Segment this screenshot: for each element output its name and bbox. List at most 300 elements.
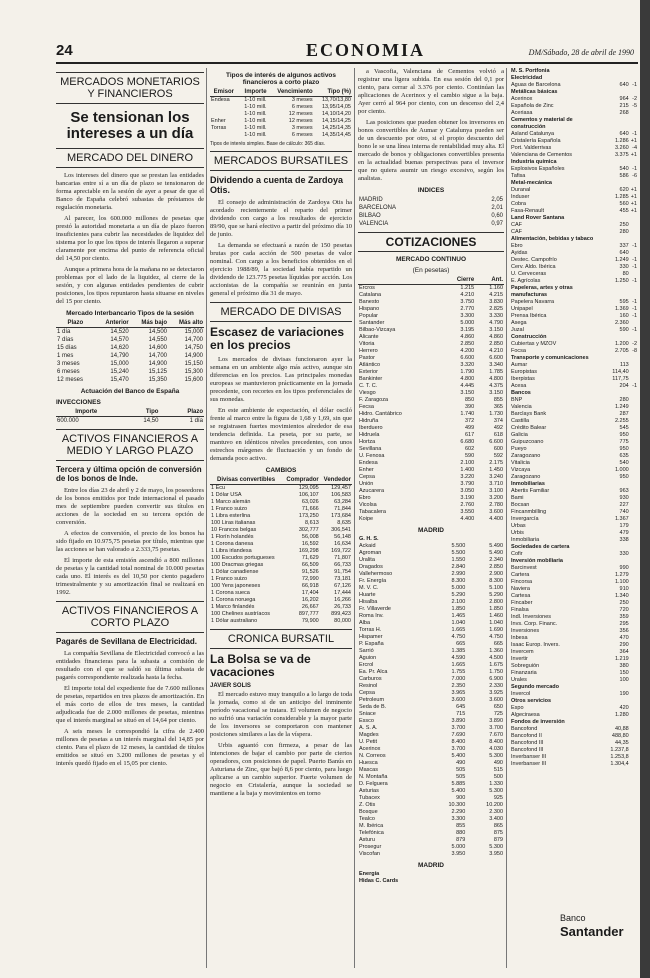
table-cell: Valencia xyxy=(511,404,532,410)
table-cell: 3.790 xyxy=(460,481,475,487)
table-cell: Pastor xyxy=(359,355,375,361)
table-row xyxy=(510,460,638,467)
table-row xyxy=(210,583,352,590)
table-cell: 897,777 xyxy=(298,611,319,617)
table-cell: 1 Libra esterlina xyxy=(211,513,251,519)
table-cell: 1 día xyxy=(57,329,71,335)
table-cell: 17,404 xyxy=(301,590,319,596)
table-row xyxy=(56,328,204,337)
table-cell: Popular xyxy=(359,313,378,319)
table-cell: 5.400 xyxy=(451,788,466,794)
table-cell: 14,10/14,20 xyxy=(321,111,351,117)
table-cell: Iberduero xyxy=(359,425,383,431)
table-cell: Viesgo xyxy=(359,390,376,396)
table-cell: Barclays Bank xyxy=(511,411,547,417)
table-cell xyxy=(630,397,638,404)
article-paragraph: a Vascofia, Valenciana de Cementos volvió a registrar una ligera subida. En esa sesión del 0,1 por ciento, para cerrar al 3.376 por ciento. Continúan las aplicaciones de Acerinox y el cambio sigue a la baja. Ayer cerró al 964 por ciento, con un descenso del 2,4 por ciento. xyxy=(358,68,504,115)
table-row xyxy=(510,271,638,278)
table-cell: 964 xyxy=(619,96,629,102)
table-cell: Sociedades de cartera xyxy=(511,544,570,550)
table-cell: U. Petit xyxy=(359,739,378,745)
table-cell: Asturu xyxy=(359,837,375,843)
table-row xyxy=(510,439,638,446)
table-cell: 15,000 xyxy=(110,361,129,367)
table-cell xyxy=(609,544,629,551)
continuo-title: MERCADO CONTINUO xyxy=(395,256,467,263)
table-row xyxy=(358,844,504,851)
table-cell: 1.040 xyxy=(451,620,466,626)
table-cell: 2.290 xyxy=(451,809,466,815)
table-cell: 1.665 xyxy=(451,627,466,633)
table-cell: 3.950 xyxy=(489,851,503,857)
table-cell xyxy=(630,432,638,439)
table-cell: Uralita xyxy=(359,557,375,563)
table-cell xyxy=(630,509,638,516)
section-title: ECONOMIA xyxy=(306,40,425,60)
table-cell: Metal-mecánica xyxy=(511,180,552,186)
table-cell: 6.600 xyxy=(460,355,475,361)
table-row xyxy=(358,390,504,397)
table-row xyxy=(510,509,638,516)
table-row xyxy=(510,89,638,96)
table-row xyxy=(510,733,638,740)
table-cell xyxy=(630,558,638,565)
table-row xyxy=(510,180,638,187)
table-cell: 1.450 xyxy=(489,467,503,473)
table-cell: Huarte xyxy=(359,592,376,598)
table-cell: 5.500 xyxy=(451,550,466,556)
table-cell: Hisalba xyxy=(359,599,378,605)
table-row xyxy=(510,593,638,600)
table-cell: 14,900 xyxy=(184,353,203,359)
table-cell xyxy=(630,439,638,446)
table-cell: Focsa xyxy=(511,348,526,354)
table-row xyxy=(358,718,504,725)
table-cell: 600 xyxy=(493,446,503,452)
table-cell: 1.250 xyxy=(614,278,629,284)
table-cell: Asturias xyxy=(359,788,379,794)
table-cell: 1 Franco suizo xyxy=(211,576,248,582)
table-row xyxy=(358,606,504,613)
table-row xyxy=(510,110,638,117)
table-cell: -1 xyxy=(632,243,637,249)
table-cell: 4.590 xyxy=(451,655,466,661)
table-row xyxy=(358,453,504,460)
table-row xyxy=(358,460,504,467)
cambios-title: CAMBIOS xyxy=(265,467,297,474)
table-row xyxy=(510,236,638,243)
table-row xyxy=(210,132,352,139)
table-cell: 900 xyxy=(456,795,466,801)
table-cell: 73,181 xyxy=(334,576,351,582)
table-cell: 71,807 xyxy=(334,555,351,561)
table-cell xyxy=(630,376,638,383)
table-cell: 330 xyxy=(619,264,629,270)
table-row xyxy=(510,691,638,698)
table-cell: +1 xyxy=(630,152,637,158)
table-row xyxy=(358,683,504,690)
table-cell: 0,60 xyxy=(491,213,503,219)
table-cell: 364 xyxy=(619,649,629,655)
table-cell: 4.400 xyxy=(460,516,475,522)
table-row xyxy=(210,541,352,548)
table-cell: 3.700 xyxy=(451,725,466,731)
table-cell: 1.850 xyxy=(451,606,466,612)
table-cell: 117,75 xyxy=(612,376,629,382)
table-cell: MADRID xyxy=(359,197,383,203)
table-row xyxy=(210,513,352,520)
table-row xyxy=(358,292,504,299)
table-row xyxy=(510,453,638,460)
table-header-cell: Tipo xyxy=(117,408,160,417)
table-cell: 4.200 xyxy=(460,348,475,354)
table-cell: Cementos y material de construcción xyxy=(511,117,573,130)
table-cell: 1.385 xyxy=(451,648,466,654)
table-row xyxy=(358,488,504,495)
table-cell: 356 xyxy=(619,628,629,634)
injections-label: INVECCIONES xyxy=(56,399,101,406)
listings-table xyxy=(510,68,638,768)
subhead-zardoya: Dividendo a cuenta de Zardoya Otis. xyxy=(210,175,344,195)
table-row xyxy=(510,341,638,348)
table-cell: 1.285 xyxy=(614,194,629,200)
table-row xyxy=(510,152,638,159)
table-row xyxy=(358,411,504,418)
table-cell: 1.160 xyxy=(489,285,503,291)
table-cell: BILBAO xyxy=(359,213,381,219)
table-header-cell: Comprador xyxy=(282,476,320,485)
table-cell xyxy=(630,607,638,614)
table-cell: 492 xyxy=(493,425,503,431)
madrid-end-table xyxy=(358,871,504,885)
table-cell xyxy=(630,222,638,229)
table-cell xyxy=(630,460,638,467)
table-row xyxy=(358,341,504,348)
table-cell: Hispamer xyxy=(359,634,383,640)
table-row xyxy=(510,299,638,306)
table-cell: 16,592 xyxy=(301,541,319,547)
table-row xyxy=(358,220,504,228)
table-row xyxy=(510,600,638,607)
table-cell: 10.200 xyxy=(486,802,503,808)
table-cell xyxy=(630,502,638,509)
table-row xyxy=(358,327,504,334)
table-cell: Inverbanser III xyxy=(511,761,547,767)
table-cell xyxy=(630,236,638,243)
column-divider xyxy=(506,68,507,968)
table-cell: Barcinvest xyxy=(511,565,537,571)
table-row xyxy=(510,208,638,215)
table-row xyxy=(358,320,504,327)
table-cell: 1.750 xyxy=(489,669,503,675)
table-row xyxy=(510,376,638,383)
table-cell: 1.219 xyxy=(614,656,629,662)
table-cell: 280 xyxy=(619,397,629,403)
table-header-cell: Vencimiento xyxy=(268,88,314,97)
table-cell: 2.770 xyxy=(460,306,475,312)
table-row xyxy=(358,739,504,746)
table-cell: 775 xyxy=(619,439,629,445)
table-cell xyxy=(630,369,638,376)
table-cell: 15,125 xyxy=(148,369,168,375)
table-cell: Inverbanser III xyxy=(511,754,547,760)
table-cell: 4.750 xyxy=(451,634,466,640)
header-rule xyxy=(56,62,638,64)
table-cell: 14,15/14,25 xyxy=(321,118,351,124)
table-row xyxy=(210,618,352,625)
table-cell: 1 Ecu xyxy=(211,485,226,491)
table-cell: Vicolsa xyxy=(359,502,377,508)
table-cell: 15,000 xyxy=(184,329,203,335)
table-row xyxy=(510,68,638,75)
table-cell xyxy=(630,537,638,544)
table-cell: 665 xyxy=(493,641,503,647)
table-cell: 280 xyxy=(619,229,629,235)
table-cell xyxy=(609,719,629,726)
table-cell: 10 Francos belgas xyxy=(211,527,257,533)
table-cell: 359 xyxy=(619,614,629,620)
table-cell: 295 xyxy=(619,621,629,627)
continuo-table xyxy=(358,276,504,523)
table-cell: 740 xyxy=(619,509,629,515)
table-cell: 2.100 xyxy=(451,599,466,605)
table-cell: Vallehermoso xyxy=(359,571,393,577)
column-1 xyxy=(56,68,204,968)
table-cell xyxy=(630,411,638,418)
table-cell: 855 xyxy=(493,397,503,403)
table-row xyxy=(358,823,504,830)
table-row xyxy=(358,725,504,732)
table-row xyxy=(210,548,352,555)
table-cell: BARCELONA xyxy=(359,205,397,211)
table-cell: Invs. Corp. Financ. xyxy=(511,621,558,627)
table-cell: -1 xyxy=(632,313,637,319)
table-cell xyxy=(630,75,638,82)
table-row xyxy=(510,278,638,285)
table-cell: 5.100 xyxy=(489,585,503,591)
table-cell: 14,600 xyxy=(148,345,168,351)
table-cell: Sevillana xyxy=(359,446,382,452)
table-cell: 2.350 xyxy=(451,683,466,689)
table-cell: -1 xyxy=(632,166,637,172)
table-cell: 169,298 xyxy=(298,548,319,554)
table-cell: +1 xyxy=(630,201,637,207)
table-cell: M. S. Portfonia xyxy=(511,68,550,74)
article-paragraph: Urbis aguantó con firmeza, a pesar de las intenciones de bajar el cambio por parte de ciertos operadores, con posiciones de papel. Puerto Banús en Asturiana de Zinc, que bajó 8,6 por ciento, para luego aplicarse a un cambio superior. Fuerte volumen de negocio en Cristalería, aunque la sociedad se mantiene a la baja y movimientos en torno xyxy=(210,742,352,797)
table-row xyxy=(510,726,638,733)
table-row xyxy=(510,684,638,691)
headline-bolsa: La Bolsa se va de vacaciones xyxy=(210,652,311,679)
table-row xyxy=(510,313,638,320)
table-cell: 4.445 xyxy=(460,383,475,389)
table-cell: Cristalería Española xyxy=(511,138,561,144)
table-row xyxy=(510,572,638,579)
table-cell: 505 xyxy=(456,767,466,773)
table-cell: Pueyo xyxy=(511,446,527,452)
table-cell: Destec. Campofrío xyxy=(511,257,557,263)
table-row xyxy=(358,676,504,683)
table-cell: G. H. S. xyxy=(359,536,379,542)
table-cell: 1.665 xyxy=(451,662,466,668)
table-cell: 590 xyxy=(465,453,475,459)
table-cell: 390 xyxy=(465,404,475,410)
table-cell: 14,700 xyxy=(148,353,168,359)
table-cell: Dragados xyxy=(359,564,383,570)
table-cell: Electricidad xyxy=(511,75,543,81)
table-row xyxy=(510,523,638,530)
article-paragraph: Al parecer, los 600.000 millones de pesetas que prestó la autoridad monetaria a un día de plazo fueron insuficientes para cubrir las necesidades de liquidez del sistema por lo que los tipos de interés llegaron a superar claramente por encima del punto de referencia oficial del 14,50 por ciento. xyxy=(56,215,204,262)
table-cell xyxy=(630,180,638,187)
table-cell: 865 xyxy=(493,823,503,829)
table-cell: 250 xyxy=(619,600,629,606)
table-cell: 595 xyxy=(619,299,629,305)
table-cell: Cepsa xyxy=(359,690,375,696)
table-cell xyxy=(609,481,629,488)
table-cell: Galicia xyxy=(511,432,528,438)
table-cell: Transporte y comunicaciones xyxy=(511,355,589,361)
table-cell: 71,844 xyxy=(334,506,351,512)
table-cell: Prosegur xyxy=(359,844,382,850)
madrid-table xyxy=(358,536,504,858)
table-row xyxy=(358,753,504,760)
table-row xyxy=(358,704,504,711)
table-cell: Enher xyxy=(359,467,374,473)
table-cell: Endesa xyxy=(211,97,230,103)
table-cell: D. Felguera xyxy=(359,781,388,787)
table-cell: 16,634 xyxy=(334,541,351,547)
table-cell: 950 xyxy=(619,474,629,480)
table-cell: 500 xyxy=(493,774,503,780)
table-row xyxy=(510,383,638,390)
table-cell: U. Cerveceras xyxy=(511,271,547,277)
table-cell: 725 xyxy=(493,711,503,717)
table-header-cell: Más alto xyxy=(168,319,204,328)
table-cell: 160 xyxy=(619,313,629,319)
table-cell: 592 xyxy=(493,453,503,459)
table-cell: 640 xyxy=(619,250,629,256)
article-paragraph: Los intereses del dinero que se prestan las entidades bancarias entre sí a un día de plazo se tensionaron de forma apreciable en la sesión de ayer a pesar de que el Banco de España celebró subastas de préstamos de regulación monetaria. xyxy=(56,172,204,211)
table-cell: 80,000 xyxy=(334,618,351,624)
table-cell: 1.550 xyxy=(451,557,466,563)
table-row xyxy=(510,334,638,341)
table-cell xyxy=(609,215,629,222)
table-cell xyxy=(630,621,638,628)
table-cell: 1 Dólar canadiense xyxy=(211,569,259,575)
table-row xyxy=(510,565,638,572)
table-cell: 505 xyxy=(456,774,466,780)
table-cell: Cerv. Aldo. Ibérica xyxy=(511,264,556,270)
injections-table xyxy=(56,408,204,425)
table-cell: 1.367 xyxy=(614,516,629,522)
table-cell: 100 xyxy=(619,677,629,683)
table-cell: 6 meses xyxy=(57,369,80,375)
table-row xyxy=(510,642,638,649)
table-cell xyxy=(630,117,638,131)
table-header-cell: Emisor xyxy=(210,88,238,97)
table-cell: Alicante xyxy=(359,334,379,340)
table-cell: 1.000 xyxy=(614,467,629,473)
table-cell xyxy=(630,523,638,530)
table-cell: 5.290 xyxy=(451,592,466,598)
table-row xyxy=(358,627,504,634)
table-row xyxy=(210,611,352,618)
table-cell: Invergarcía xyxy=(511,516,539,522)
headline-escasez: Escasez de variaciones en los precios xyxy=(210,325,345,352)
table-row xyxy=(510,138,638,145)
table-row xyxy=(510,628,638,635)
table-cell: 1.675 xyxy=(489,662,503,668)
table-cell: 1 Marco alemán xyxy=(211,499,251,505)
table-cell: 1.755 xyxy=(451,669,466,675)
article-paragraph: El importe total del expediente fue de 7.600 millones de pesetas, repartidos en tres plazos de amortización. En el más corto de ellos de tres meses, la cantidad adjudicada fue de 2.000 millones de pesetas, mientras que el interés marginal se situó en el 14,64 por ciento. xyxy=(56,685,204,724)
article-paragraph: Entre los días 23 de abril y 2 de mayo, los poseedores de los bonos emitidos por Inde internacional el pasado mes de septiembre pueden convertir sus títulos en acciones de la sociedad en su tercera opción de conversión. xyxy=(56,487,204,526)
table-cell: -1 xyxy=(632,306,637,312)
table-row xyxy=(510,117,638,131)
table-cell: 13,95/14,05 xyxy=(321,104,351,110)
table-cell: 3.220 xyxy=(460,474,475,480)
table-cell xyxy=(630,215,638,222)
table-row xyxy=(358,697,504,704)
table-cell: +1 xyxy=(630,194,637,200)
table-cell xyxy=(630,68,638,75)
table-row xyxy=(56,336,204,344)
table-cell: 1.279 xyxy=(614,572,629,578)
table-row xyxy=(358,369,504,376)
madrid-end-title: MADRID xyxy=(418,862,444,869)
table-cell: 3.925 xyxy=(489,690,503,696)
table-row xyxy=(510,348,638,355)
table-cell: 2.360 xyxy=(614,320,629,326)
rates-note: Tipos de interés simples. Base de cálculo: 365 días. xyxy=(210,141,326,147)
table-row xyxy=(210,111,352,118)
table-row xyxy=(210,499,352,506)
headline-intereses: Se tensionan los intereses a un día xyxy=(66,109,194,142)
table-cell: 14,35/14,45 xyxy=(321,132,351,138)
table-cell: Agroman xyxy=(359,550,382,556)
table-cell: 560 xyxy=(619,201,629,207)
table-cell xyxy=(630,495,638,502)
table-cell xyxy=(630,600,638,607)
table-cell: Invercol xyxy=(511,691,531,697)
table-cell: Aguas de Barcelona xyxy=(511,82,561,88)
table-cell: Seda de B. xyxy=(359,704,387,710)
table-cell: 3.050 xyxy=(460,488,475,494)
page-number: 24 xyxy=(56,42,73,59)
article-paragraph: El mercado estuvo muy tranquilo a lo largo de toda la jornada, como si de un anticipo del inminente período vacacional se tratara. El volumen de negocio no sufrió una variación considerable y la mayor parte de los inversores se comportaron con mantener posiciones similares a las de la víspera. xyxy=(210,691,352,738)
table-cell xyxy=(466,536,504,543)
table-cell xyxy=(630,551,638,558)
table-cell xyxy=(630,712,638,719)
table-cell: 190 xyxy=(619,691,629,697)
table-cell: 330 xyxy=(619,551,629,557)
table-cell: -4 xyxy=(632,145,637,151)
table-cell: 14,790 xyxy=(110,353,129,359)
table-row xyxy=(358,774,504,781)
table-cell xyxy=(630,740,638,747)
table-cell: 3.300 xyxy=(460,313,475,319)
table-cell xyxy=(630,390,638,397)
table-row xyxy=(358,557,504,564)
table-row xyxy=(358,432,504,439)
table-cell: Vizcaya xyxy=(511,467,531,473)
column-divider xyxy=(354,68,355,968)
table-cell xyxy=(609,390,629,397)
table-row xyxy=(358,348,504,355)
table-cell xyxy=(630,733,638,740)
table-cell xyxy=(630,453,638,460)
table-cell: 1.280 xyxy=(614,712,629,718)
table-cell: Endesa xyxy=(359,460,378,466)
